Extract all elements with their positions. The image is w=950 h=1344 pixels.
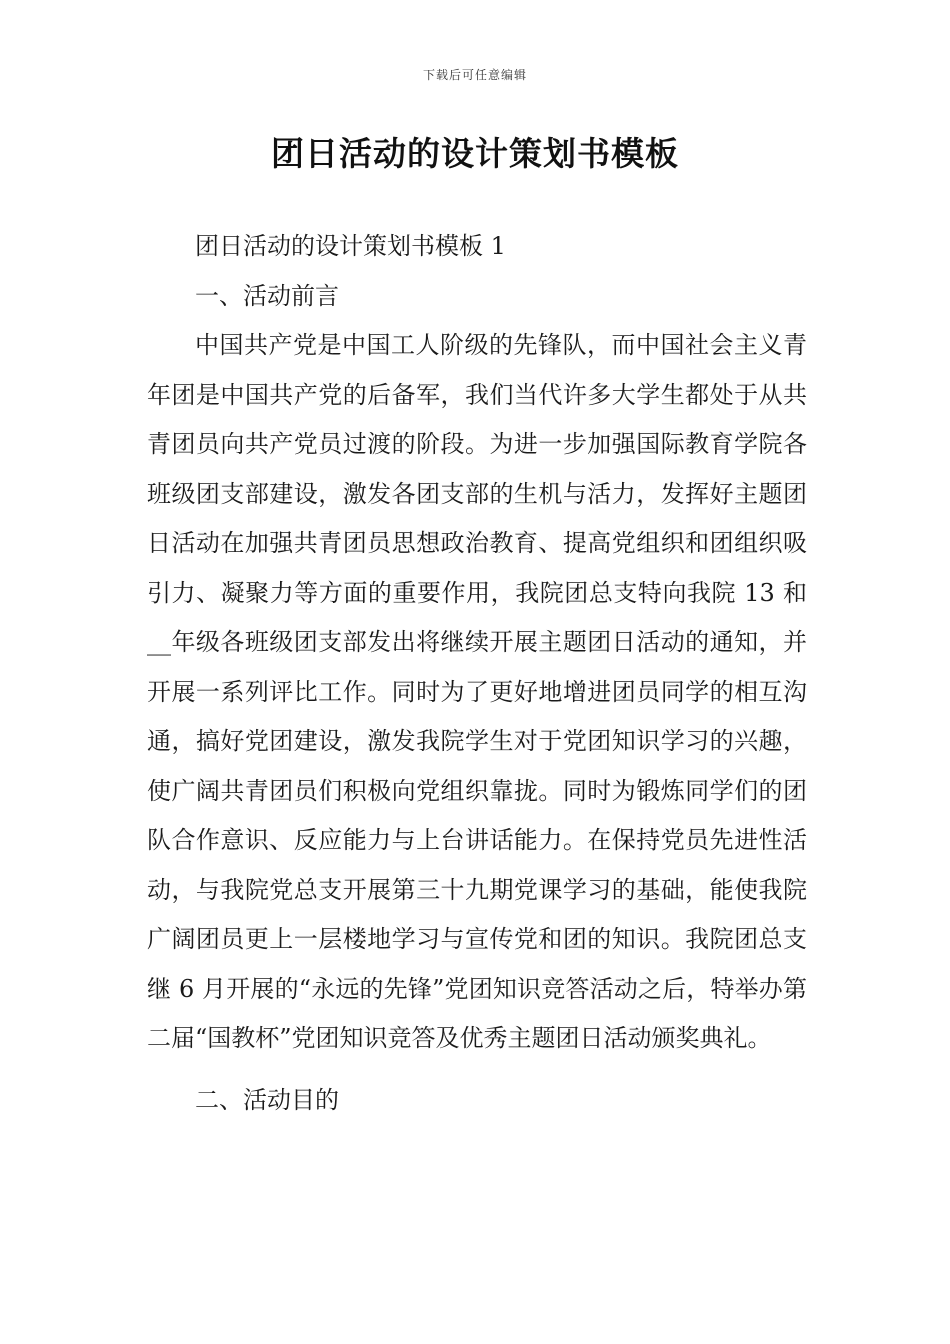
section-2-heading: 二、活动目的 xyxy=(195,1085,339,1114)
document-subtitle: 团日活动的设计策划书模板 1 xyxy=(195,232,506,260)
document-body xyxy=(147,222,807,1125)
header-note: 下载后可任意编辑 xyxy=(422,68,527,82)
section-1-paragraph: 中国共产党是中国工人阶级的先锋队，而中国社会主义青年团是中国共产党的后备军，我们当代许多大学生都处于从共青团员向共产党员过渡的阶段。为进一步加强国际教育学院各班级团支部建设，激发各团支部的生机与活力，发挥好主题团日活动在加强共青团员思想政治教育、提高党组织和团组织吸引力、凝聚力等方面的重要作用，我院团总支特向我院 13 和__年级各班级团支部发出将继续开展主题团日活动的通知，并开展一系列评比工作。同时为了更好地增进团员同学的相互沟通，搞好党团建设，激发我院学生对于党团知识学习的兴趣，使广阔共青团员们积极向党组织靠拢。同时为锻炼同学们的团队合作意识、反应能力与上台讲话能力。在保持党员先进性活动，与我院党总支开展第三十九期党课学习的基础，能使我院广阔团员更上一层楼地学习与宣传党和团的知识。我院团总支继 6 月开展的“永远的先锋”党团知识竞答活动之后，特举办第二届“国教杯”党团知识竞答及优秀主题团日活动颁奖典礼。 xyxy=(147,331,807,1052)
document-title: 团日活动的设计策划书模板 xyxy=(271,134,679,173)
section-1-heading: 一、活动前言 xyxy=(195,281,339,310)
